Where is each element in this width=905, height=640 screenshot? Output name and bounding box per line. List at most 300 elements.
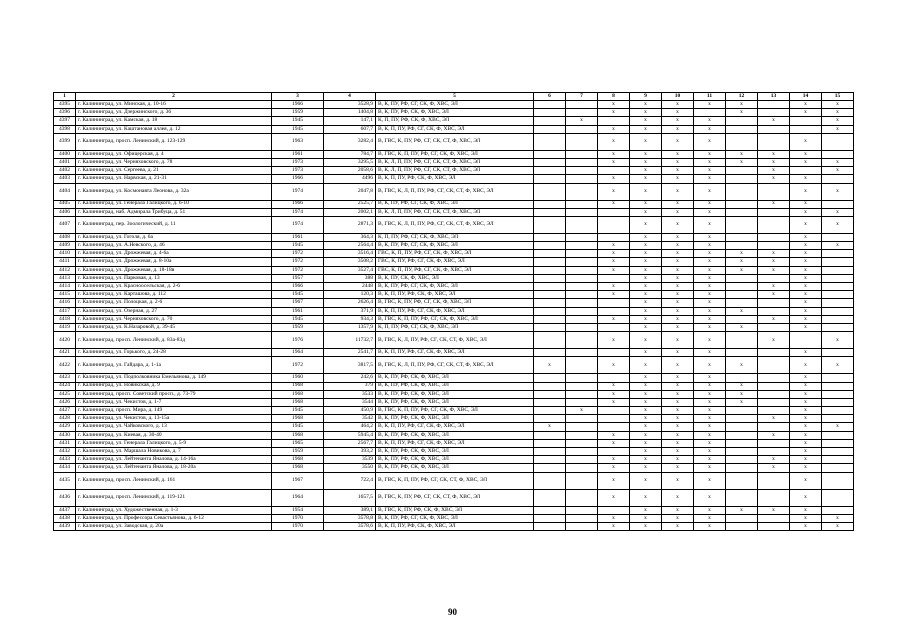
area-cell: 2626,4 — [324, 299, 376, 307]
mark-cell — [726, 489, 758, 506]
mark-cell: x — [662, 382, 694, 390]
mark-cell — [822, 390, 854, 398]
mark-cell: x — [630, 423, 662, 431]
year-cell: 1966 — [272, 101, 324, 109]
mark-cell: x — [694, 390, 726, 398]
table-row — [54, 431, 854, 439]
area-cell: 3817,5 — [324, 357, 376, 374]
mark-cell — [822, 472, 854, 489]
mark-cell: x — [694, 250, 726, 258]
mark-cell — [566, 398, 598, 406]
mark-cell: x — [662, 299, 694, 307]
mark-cell — [726, 374, 758, 382]
year-cell: 1966 — [272, 283, 324, 291]
mark-cell: x — [630, 464, 662, 472]
mark-cell — [566, 522, 598, 530]
mark-cell: x — [790, 101, 822, 109]
row-number: 4415 — [54, 291, 76, 299]
mark-cell: x — [662, 448, 694, 456]
mark-cell — [534, 415, 566, 423]
area-cell: 1404,8 — [324, 109, 376, 117]
mark-cell — [566, 167, 598, 175]
mark-cell: x — [694, 489, 726, 506]
mark-cell: x — [598, 514, 630, 522]
mark-cell — [534, 349, 566, 357]
year-cell: 1968 — [272, 456, 324, 464]
row-number: 4402 — [54, 167, 76, 175]
mark-cell: x — [822, 514, 854, 522]
mark-cell: x — [790, 150, 822, 158]
mark-cell: x — [598, 472, 630, 489]
year-cell: 1972 — [272, 266, 324, 274]
mark-cell: x — [630, 291, 662, 299]
mark-cell — [726, 299, 758, 307]
table-row — [54, 125, 854, 133]
mark-cell — [758, 522, 790, 530]
page-number: 90 — [448, 607, 457, 617]
mark-cell — [598, 506, 630, 514]
address-cell: г. Калининград, ул. Дрожжевая, д. 4-6а — [76, 250, 272, 258]
mark-cell: x — [694, 167, 726, 175]
mark-cell — [790, 332, 822, 349]
mark-cell — [694, 109, 726, 117]
mark-cell: x — [790, 464, 822, 472]
mark-cell: x — [822, 332, 854, 349]
systems-cell: В, ГВС, К, Л, ПУ, РФ, СГ, СК, СТ, Ф, ХВС, ЭЛ — [376, 332, 534, 349]
mark-cell: x — [630, 101, 662, 109]
table-row — [54, 506, 854, 514]
mark-cell: x — [694, 291, 726, 299]
mark-cell: x — [662, 258, 694, 266]
table-row — [54, 242, 854, 250]
table-row — [54, 472, 854, 489]
systems-cell: В, К, ПУ, РФ, СГ, СК, Ф, ХВС, ЭЛ — [376, 242, 534, 250]
systems-cell: К, П, ПУ, РФ, СК, Ф, ХВС, ЭЛ — [376, 117, 534, 125]
table-row — [54, 175, 854, 183]
mark-cell — [790, 117, 822, 125]
mark-cell: x — [630, 398, 662, 406]
mark-cell — [726, 233, 758, 241]
mark-cell: x — [822, 423, 854, 431]
mark-cell — [758, 390, 790, 398]
table-row — [54, 315, 854, 323]
row-number: 4400 — [54, 150, 76, 158]
mark-cell: x — [662, 274, 694, 282]
row-number: 4424 — [54, 382, 76, 390]
mark-cell: x — [790, 357, 822, 374]
mark-cell — [534, 183, 566, 200]
area-cell: 3282,4 — [324, 133, 376, 150]
systems-cell: В, ГВС, К, ПУ, РФ, СК, Ф, ХВС, ЭЛ — [376, 506, 534, 514]
register-table — [53, 92, 854, 531]
row-number: 4427 — [54, 407, 76, 415]
mark-cell: x — [534, 357, 566, 374]
mark-cell — [726, 522, 758, 530]
mark-cell — [534, 382, 566, 390]
area-cell: 2541,7 — [324, 349, 376, 357]
table-row — [54, 208, 854, 216]
table-row — [54, 101, 854, 109]
mark-cell — [534, 158, 566, 166]
mark-cell — [566, 390, 598, 398]
mark-cell — [534, 456, 566, 464]
mark-cell: x — [758, 415, 790, 423]
mark-cell — [822, 439, 854, 447]
mark-cell: x — [694, 439, 726, 447]
mark-cell: x — [662, 431, 694, 439]
mark-cell — [566, 250, 598, 258]
row-number: 4403 — [54, 175, 76, 183]
mark-cell: x — [758, 456, 790, 464]
mark-cell: x — [662, 349, 694, 357]
mark-cell: x — [662, 250, 694, 258]
mark-cell — [534, 407, 566, 415]
year-cell: 1963 — [272, 133, 324, 150]
mark-cell: x — [790, 431, 822, 439]
row-number: 4411 — [54, 258, 76, 266]
mark-cell: x — [694, 315, 726, 323]
mark-cell: x — [726, 109, 758, 117]
mark-cell: x — [790, 216, 822, 233]
address-cell: г. Калининград, ул. Художественная, д. 1-3 — [76, 506, 272, 514]
mark-cell: x — [758, 315, 790, 323]
mark-cell: x — [662, 183, 694, 200]
mark-cell: x — [630, 456, 662, 464]
mark-cell — [822, 283, 854, 291]
address-cell: г. Калининград, ул. Гоголя, д. 6а — [76, 233, 272, 241]
address-cell: г. Калининград, ул. Чекистов, д. 13-15а — [76, 415, 272, 423]
mark-cell — [534, 398, 566, 406]
area-cell: 464,2 — [324, 423, 376, 431]
mark-cell — [534, 323, 566, 331]
mark-cell: x — [758, 175, 790, 183]
mark-cell: x — [694, 374, 726, 382]
table-row — [54, 323, 854, 331]
mark-cell — [726, 439, 758, 447]
area-cell: 120,3 — [324, 291, 376, 299]
mark-cell: x — [662, 439, 694, 447]
systems-cell: В, К, ПУ, РФ, СК, Ф, ХВС, ЭЛ — [376, 431, 534, 439]
area-cell: 3528,9 — [324, 101, 376, 109]
mark-cell: x — [758, 291, 790, 299]
mark-cell — [566, 150, 598, 158]
address-cell: г. Калининград, ул. Киевая, д. 30-40 — [76, 431, 272, 439]
mark-cell — [726, 117, 758, 125]
table-row — [54, 299, 854, 307]
area-cell: 3578,6 — [324, 522, 376, 530]
mark-cell: x — [694, 407, 726, 415]
mark-cell — [566, 216, 598, 233]
mark-cell — [566, 291, 598, 299]
row-number: 4422 — [54, 357, 76, 374]
year-cell: 1972 — [272, 357, 324, 374]
mark-cell — [566, 158, 598, 166]
mark-cell: x — [694, 150, 726, 158]
mark-cell: x — [598, 464, 630, 472]
year-cell: 1967 — [272, 299, 324, 307]
mark-cell — [726, 332, 758, 349]
mark-cell: x — [630, 183, 662, 200]
table-row — [54, 158, 854, 166]
mark-cell: x — [630, 382, 662, 390]
table-row — [54, 250, 854, 258]
address-cell: г. Калининград, ул. Дрожжевая, д. 18-18в — [76, 266, 272, 274]
address-cell: г. Калининград, ул. Дрожжевая, д. 8-10а — [76, 258, 272, 266]
mark-cell: x — [662, 464, 694, 472]
mark-cell — [566, 258, 598, 266]
mark-cell: x — [758, 332, 790, 349]
mark-cell: x — [662, 407, 694, 415]
mark-cell — [566, 274, 598, 282]
table-row — [54, 349, 854, 357]
systems-cell: В, ГВС, К, Л, П, ПУ, РФ, СГ, СК, СТ, Ф, ХВС, ЭЛ — [376, 357, 534, 374]
mark-cell — [534, 374, 566, 382]
address-cell: г. Калининград, просп. Ленинский, д. 161 — [76, 472, 272, 489]
table-row — [54, 133, 854, 150]
column-header: 3 — [272, 93, 324, 101]
mark-cell — [534, 101, 566, 109]
mark-cell — [726, 283, 758, 291]
year-cell: 1968 — [272, 390, 324, 398]
mark-cell: x — [694, 423, 726, 431]
mark-cell: x — [598, 242, 630, 250]
mark-cell: x — [662, 125, 694, 133]
mark-cell: x — [726, 307, 758, 315]
column-header: 7 — [566, 93, 598, 101]
mark-cell: x — [630, 349, 662, 357]
mark-cell: x — [598, 258, 630, 266]
mark-cell — [822, 150, 854, 158]
mark-cell: x — [662, 323, 694, 331]
mark-cell — [534, 315, 566, 323]
mark-cell: x — [598, 456, 630, 464]
mark-cell: x — [790, 522, 822, 530]
row-number: 4414 — [54, 283, 76, 291]
mark-cell: x — [790, 423, 822, 431]
mark-cell — [566, 332, 598, 349]
mark-cell: x — [726, 390, 758, 398]
year-cell: 1968 — [272, 464, 324, 472]
area-cell: 371,9 — [324, 307, 376, 315]
mark-cell: x — [630, 158, 662, 166]
year-cell: 1973 — [272, 158, 324, 166]
mark-cell — [822, 464, 854, 472]
mark-cell: x — [790, 472, 822, 489]
mark-cell — [726, 133, 758, 150]
mark-cell — [566, 208, 598, 216]
mark-cell: x — [630, 233, 662, 241]
column-header: 2 — [76, 93, 272, 101]
row-number: 4398 — [54, 125, 76, 133]
address-cell: г. Калининград, просп. Мира, д. 149 — [76, 407, 272, 415]
mark-cell: x — [630, 175, 662, 183]
mark-cell: x — [790, 349, 822, 357]
address-cell: г. Калининград, просп. Ленинский, д. 83а-83д — [76, 332, 272, 349]
mark-cell — [566, 323, 598, 331]
address-cell: г. Калининград, ул. Генерала Галицкого, д. 6-10 — [76, 200, 272, 208]
mark-cell — [566, 382, 598, 390]
mark-cell: x — [630, 242, 662, 250]
mark-cell: x — [694, 233, 726, 241]
address-cell: г. Калининград, ул. Лейтенанта Яналова, д. 18-20а — [76, 464, 272, 472]
mark-cell: x — [726, 158, 758, 166]
row-number: 4428 — [54, 415, 76, 423]
mark-cell: x — [630, 323, 662, 331]
address-cell: г. Калининград, ул. Карташова, д. 112 — [76, 291, 272, 299]
mark-cell: x — [790, 456, 822, 464]
area-cell: 1357,9 — [324, 323, 376, 331]
mark-cell — [598, 448, 630, 456]
systems-cell: В, К, ПУ, РФ, СК, Ф, ХВС, ЭЛ — [376, 390, 534, 398]
mark-cell: x — [630, 407, 662, 415]
mark-cell: x — [630, 431, 662, 439]
mark-cell: x — [630, 514, 662, 522]
mark-cell: x — [790, 258, 822, 266]
systems-cell: В, К, П, ПУ, РФ, СК, Ф, ХВС, ЭЛ — [376, 175, 534, 183]
mark-cell — [566, 307, 598, 315]
mark-cell: x — [598, 382, 630, 390]
mark-cell: x — [790, 233, 822, 241]
mark-cell: x — [694, 522, 726, 530]
mark-cell: x — [598, 250, 630, 258]
address-cell: г. Калининград, ул. Маршала Новикова, д. 7 — [76, 448, 272, 456]
area-cell: 364,3 — [324, 233, 376, 241]
column-header: 5 — [376, 93, 534, 101]
table-row — [54, 183, 854, 200]
mark-cell — [822, 456, 854, 464]
year-cell: 1973 — [272, 167, 324, 175]
mark-cell — [534, 489, 566, 506]
year-cell: 1959 — [272, 109, 324, 117]
mark-cell — [758, 299, 790, 307]
table-row — [54, 109, 854, 117]
area-cell: 3550 — [324, 464, 376, 472]
mark-cell — [566, 183, 598, 200]
address-cell: г. Калининград, ул. Камская, д. 18 — [76, 117, 272, 125]
mark-cell: x — [790, 133, 822, 150]
mark-cell: x — [694, 464, 726, 472]
table-row — [54, 514, 854, 522]
mark-cell: x — [598, 200, 630, 208]
mark-cell: x — [822, 117, 854, 125]
systems-cell: В, К, ПУ, РФ, СК, Ф, ХВС, ЭЛ — [376, 398, 534, 406]
systems-cell: ГВС, К, П, ПУ, РФ, СГ, СК, Ф, ХВС, ЭЛ — [376, 250, 534, 258]
mark-cell: x — [630, 489, 662, 506]
area-cell: 2047,8 — [324, 183, 376, 200]
mark-cell: x — [662, 101, 694, 109]
row-number: 4429 — [54, 423, 76, 431]
address-cell: г. Калининград, ул. Лейтенанта Яналова, д. 14-16а — [76, 456, 272, 464]
mark-cell — [758, 109, 790, 117]
mark-cell: x — [598, 357, 630, 374]
mark-cell: x — [694, 216, 726, 233]
mark-cell: x — [758, 158, 790, 166]
systems-cell: К, П, ПУ, РФ, СГ, СК, Ф, ХВС, ЭЛ — [376, 323, 534, 331]
area-cell: 388 — [324, 274, 376, 282]
mark-cell: x — [630, 117, 662, 125]
address-cell: г. Калининград, ул. Космонавта Леонова, д. 32а — [76, 183, 272, 200]
mark-cell: x — [598, 431, 630, 439]
systems-cell: К, П, ПУ, РФ, СГ, СК, Ф, ХВС, ЭЛ — [376, 233, 534, 241]
mark-cell: x — [694, 125, 726, 133]
mark-cell — [598, 208, 630, 216]
systems-cell: В, К, П, ПУ, РФ, СГ, СК, Ф, ХВС, ЭЛ — [376, 307, 534, 315]
area-cell: 3533 — [324, 390, 376, 398]
mark-cell — [566, 109, 598, 117]
mark-cell: x — [598, 390, 630, 398]
mark-cell: x — [630, 200, 662, 208]
mark-cell: x — [598, 283, 630, 291]
mark-cell: x — [790, 374, 822, 382]
mark-cell — [566, 415, 598, 423]
area-cell: 147,1 — [324, 117, 376, 125]
table-row — [54, 216, 854, 233]
year-cell: 1945 — [272, 291, 324, 299]
mark-cell — [822, 200, 854, 208]
systems-cell: В, ГВС, К, Л, П, ПУ, РФ, СГ, СК, СТ, Ф, ХВС, ЭЛ — [376, 183, 534, 200]
mark-cell: x — [694, 357, 726, 374]
mark-cell — [822, 323, 854, 331]
mark-cell — [534, 233, 566, 241]
mark-cell — [726, 242, 758, 250]
year-cell: 1961 — [272, 150, 324, 158]
area-cell: 722,4 — [324, 472, 376, 489]
mark-cell — [566, 233, 598, 241]
mark-cell: x — [662, 208, 694, 216]
mark-cell — [534, 200, 566, 208]
systems-cell: В, К, Л, П, ПУ, РФ, СГ, СК, СТ, Ф, ХВС, ЭЛ — [376, 208, 534, 216]
column-header: 10 — [662, 93, 694, 101]
systems-cell: ГВС, К, ПУ, РФ, СГ, СК, Ф, ХВС, ЭЛ — [376, 258, 534, 266]
mark-cell — [726, 216, 758, 233]
mark-cell — [726, 448, 758, 456]
mark-cell: x — [630, 133, 662, 150]
column-header: 4 — [324, 93, 376, 101]
table-row — [54, 374, 854, 382]
mark-cell: x — [630, 208, 662, 216]
mark-cell: x — [790, 242, 822, 250]
mark-cell: x — [662, 357, 694, 374]
mark-cell — [726, 183, 758, 200]
column-header: 15 — [822, 93, 854, 101]
address-cell: г. Калининград, ул. Дзержинского, д. 36 — [76, 109, 272, 117]
year-cell: 1954 — [272, 506, 324, 514]
mark-cell — [534, 299, 566, 307]
mark-cell: x — [790, 407, 822, 415]
mark-cell: x — [822, 167, 854, 175]
mark-cell: x — [822, 216, 854, 233]
address-cell: г. Калининград, ул. Минская, д. 10-16 — [76, 101, 272, 109]
mark-cell — [534, 216, 566, 233]
mark-cell: x — [758, 506, 790, 514]
mark-cell: x — [694, 456, 726, 464]
row-number: 4395 — [54, 101, 76, 109]
table-row — [54, 456, 854, 464]
area-cell: 3508,2 — [324, 258, 376, 266]
year-cell: 1964 — [272, 489, 324, 506]
mark-cell — [822, 266, 854, 274]
area-cell: 2871,3 — [324, 216, 376, 233]
mark-cell: x — [662, 117, 694, 125]
mark-cell — [822, 274, 854, 282]
mark-cell: x — [598, 398, 630, 406]
mark-cell: x — [822, 183, 854, 200]
area-cell: 784,7 — [324, 150, 376, 158]
systems-cell: В, К, ПУ, РФ, СК, Ф, ХВС, ЭЛ — [376, 464, 534, 472]
mark-cell: x — [662, 283, 694, 291]
area-cell: 3539 — [324, 456, 376, 464]
mark-cell: x — [790, 307, 822, 315]
